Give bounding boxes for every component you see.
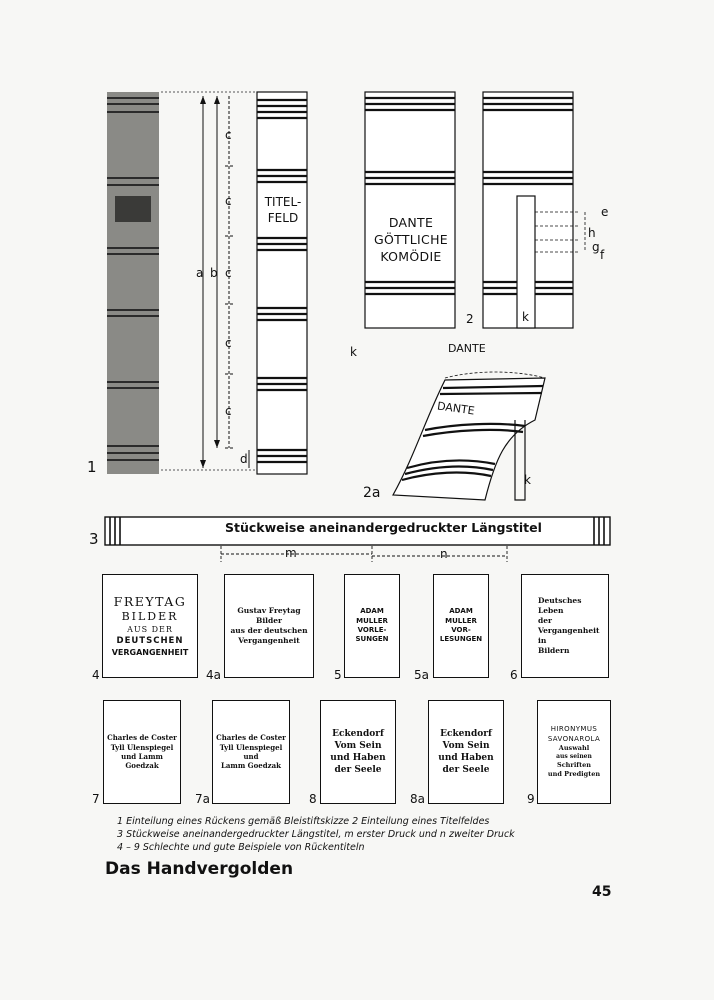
example-7-number: 7 [92,792,100,806]
caption-line-3: 4 – 9 Schlechte und gute Beispiele von Rückentiteln [117,842,365,853]
dim-d-label: d [240,452,248,466]
spine-title-label [115,196,151,222]
figure-2-e-label: e [601,205,609,219]
example-8a-number: 8a [410,792,425,806]
figure-2a-text: DANTE [436,399,476,418]
example-6-number: 6 [510,668,518,682]
example-4-number: 4 [92,668,100,682]
figure-2a-k-label: k [524,473,531,487]
figure-2-g-label: g [592,240,600,254]
example-8a-label: Eckendorf Vom Sein und Haben der Seele [428,700,504,804]
book-spine-photo [107,92,159,474]
example-4a-number: 4a [206,668,221,682]
dim-c-label-1: c [225,128,232,142]
spine-schematic [257,92,307,474]
example-4-label: FREYTAG BILDER AUS DER DEUTSCHEN VERGANGENHEIT [102,574,198,678]
figure-1-number: 1 [87,458,97,476]
caption-line-1: 1 Einteilung eines Rückens gemäß Bleistiftskizze 2 Einteilung eines Titelfeldes [117,816,490,827]
figure-3-n-label: n [440,547,448,561]
example-5a-number: 5a [414,668,429,682]
tool-strip-text: DANTE [448,342,486,355]
example-6-label: Deutsches Leben der Vergangenheit in Bildern [521,574,609,678]
example-8-label: Eckendorf Vom Sein und Haben der Seele [320,700,396,804]
titelfeld-label: TITEL- FELD [264,195,302,225]
figure-3-number: 3 [89,530,99,548]
example-9-number: 9 [527,792,535,806]
dim-c-label-3: c [225,266,232,280]
figure-2-number: 2 [466,312,474,326]
figure-2-h-label: h [588,226,596,240]
figure-3-m-label: m [285,546,297,560]
example-7a-label: Charles de Coster Tyll Ulenspiegel und Lamm Goedzak [212,700,290,804]
example-4a-label: Gustav Freytag Bilder aus der deutschen Vergangenheit [224,574,314,678]
caption-line-2: 3 Stückweise aneinandergedruckter Längstitel, m erster Druck und n zweiter Druck [117,829,515,840]
example-8-number: 8 [309,792,317,806]
page-number: 45 [592,884,612,900]
figure-2a-number: 2a [363,485,381,501]
example-5-label: ADAM MULLER VORLE- SUNGEN [344,574,400,678]
section-heading: Das Handvergolden [105,859,294,879]
dim-b-label: b [210,266,218,280]
dim-c-label-4: c [225,336,232,350]
figure-2-drawing [360,88,630,333]
figure-3-text: Stückweise aneinandergedruckter Längstitel [225,520,542,535]
dim-c-label-2: c [225,194,232,208]
figure-2-f-label: f [600,248,605,262]
figure-2-k-label: k [522,310,529,324]
figure-2-title: DANTE GÖTTLICHE KOMÖDIE [374,215,448,264]
example-7a-number: 7a [195,792,210,806]
example-5-number: 5 [334,668,342,682]
example-7-label: Charles de Coster Tyll Ulenspiegel und Lamm Goedzak [103,700,181,804]
tool-strip-k-label: k [350,345,357,359]
dim-a-label: a [196,266,204,280]
example-9-label: HIRONYMUS SAVONAROLA Auswahl aus seinen Schriften und Predigten [537,700,611,804]
figure-1-drawing [85,88,310,480]
example-5a-label: ADAM MULLER VOR- LESUNGEN [433,574,489,678]
dim-c-label-5: c [225,404,232,418]
